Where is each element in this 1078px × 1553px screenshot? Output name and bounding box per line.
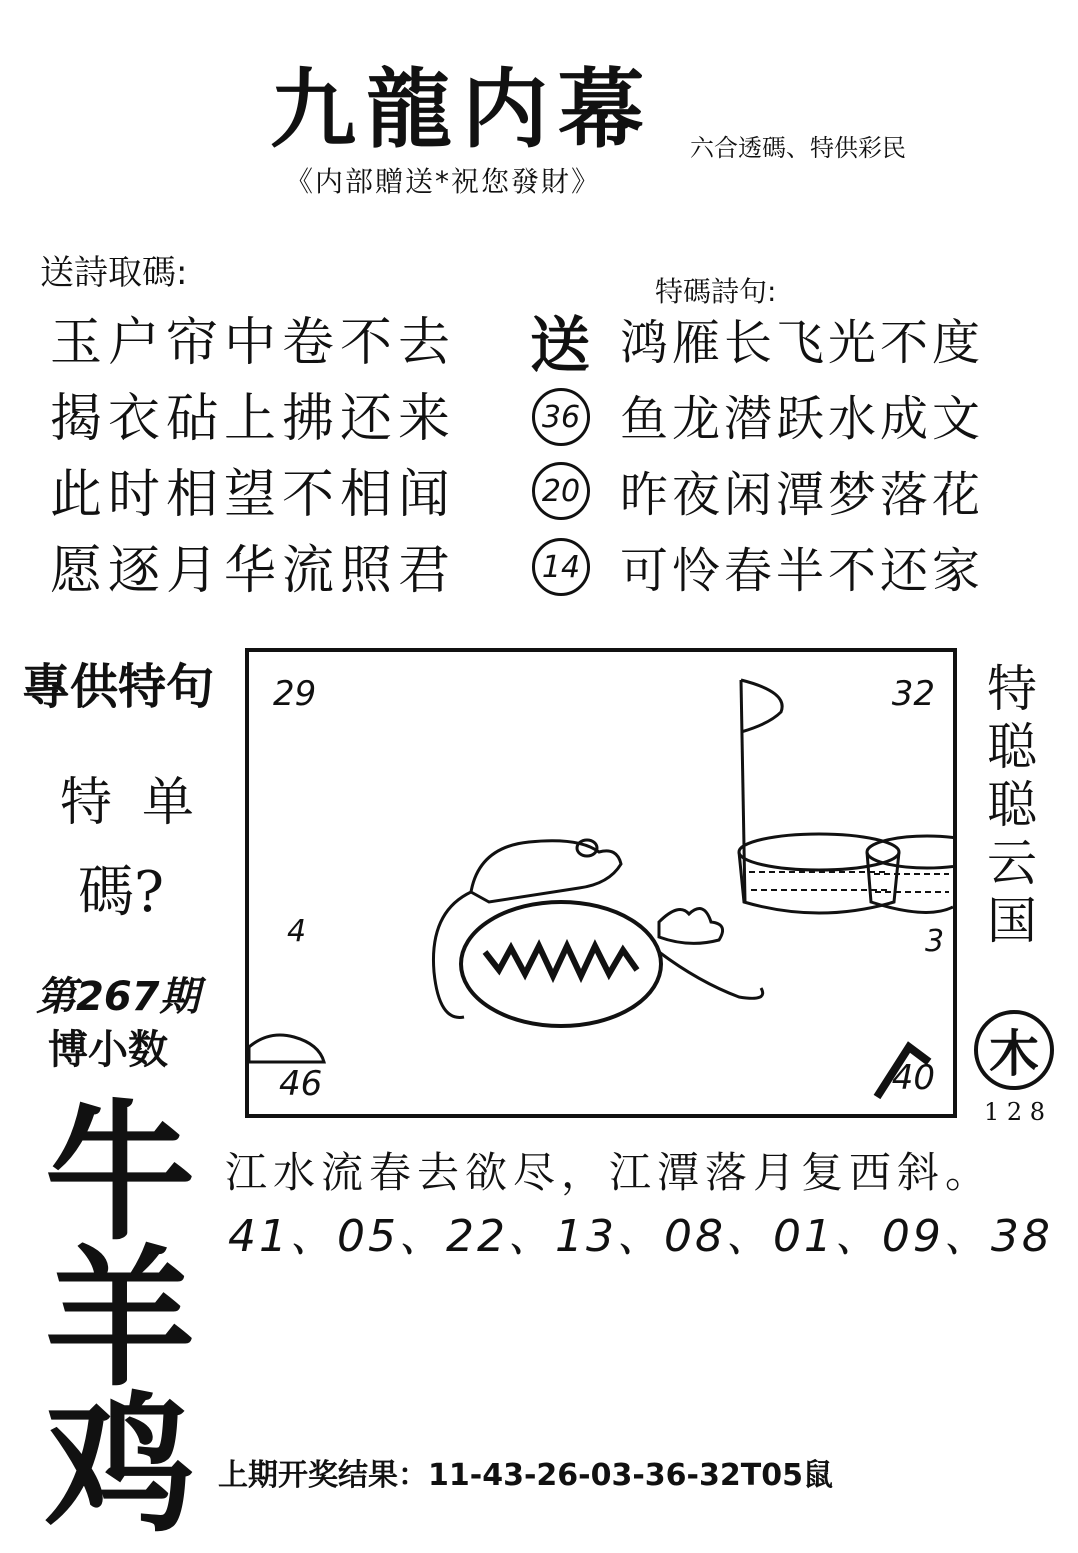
tagline: 《内部贈送*祝您發財》 [285, 165, 602, 198]
zodiac-goat: 羊 [45, 1231, 196, 1407]
basket-weave [749, 872, 949, 892]
small-numbers: 1 2 8 [984, 1098, 1046, 1126]
melon-stem-leaves [659, 909, 723, 944]
song-marker: 送 [530, 311, 590, 381]
right-char-3: 聪 [987, 776, 1037, 834]
code-question: 碼? [78, 860, 165, 925]
rat-watermelon-illustration [249, 652, 953, 1114]
special-label: 專供特句 [22, 659, 215, 715]
corner-number-bottom-right: 40 [891, 1058, 935, 1098]
left-poem-line-1: 玉户帘中卷不去 [50, 313, 457, 373]
left-poem-line-2: 揭衣砧上拂还来 [50, 389, 457, 449]
vine [659, 952, 763, 998]
right-poem-heading: 特碼詩句: [655, 275, 777, 308]
watermelon-stripes [485, 946, 637, 976]
corner-number-top-right: 32 [891, 674, 935, 714]
zodiac-ox: 牛 [45, 1085, 196, 1261]
page-title: 九龍内幕 [270, 59, 654, 160]
issue-number: 第267期 [36, 974, 200, 1020]
right-poem [620, 305, 984, 609]
left-poem [50, 305, 456, 609]
last-draw-result: 上期开奖结果：11-43-26-03-36-32T05鼠 [218, 1458, 833, 1493]
right-char-4: 云 [987, 834, 1037, 892]
circled-number-36: 36 [532, 388, 590, 446]
left-poem-line-4: 愿逐月华流照君 [50, 541, 457, 601]
left-poem-line-3: 此时相望不相闻 [50, 465, 457, 525]
corner-number-bottom-left: 46 [279, 1064, 323, 1104]
flag [741, 680, 782, 732]
right-poem-line-4: 可怜春半不还家 [620, 543, 985, 599]
right-poem-line-3: 昨夜闲潭梦落花 [620, 467, 985, 523]
right-char-5: 国 [987, 892, 1037, 950]
stick [877, 1047, 929, 1097]
verse-line: 江水流春去欲尽，江潭落月复西斜。 [225, 1148, 994, 1197]
right-vertical-text [980, 660, 1044, 950]
small-rat [249, 1035, 324, 1062]
single-code-label: 特单 [60, 773, 225, 833]
doodle-3: 3 [925, 924, 945, 959]
zodiac-rooster: 鸡 [45, 1377, 196, 1553]
circled-number-14: 14 [532, 538, 590, 596]
illustration-panel [245, 648, 957, 1118]
right-char-1: 特 [987, 660, 1037, 718]
right-poem-line-1: 鸿雁长飞光不度 [620, 315, 985, 371]
circled-wood: 木 [974, 1010, 1054, 1090]
subtitle: 六合透碼、特供彩民 [690, 134, 906, 162]
right-poem-line-2: 鱼龙潜跃水成文 [620, 391, 985, 447]
zodiac-list [45, 1085, 196, 1553]
bo-xiao-shu: 博小数 [48, 1027, 168, 1073]
rat-tail [433, 892, 471, 1017]
basket-right-top [867, 836, 953, 868]
right-char-2: 聪 [987, 718, 1037, 776]
basket-left-top [739, 834, 899, 870]
circled-number-20: 20 [532, 462, 590, 520]
corner-number-top-left: 29 [273, 674, 317, 714]
number-list: 41、05、22、13、08、01、09、38 [228, 1211, 1053, 1262]
doodle-4: 4 [287, 914, 307, 949]
left-poem-heading: 送詩取碼: [40, 253, 188, 293]
rat-body [471, 841, 621, 902]
